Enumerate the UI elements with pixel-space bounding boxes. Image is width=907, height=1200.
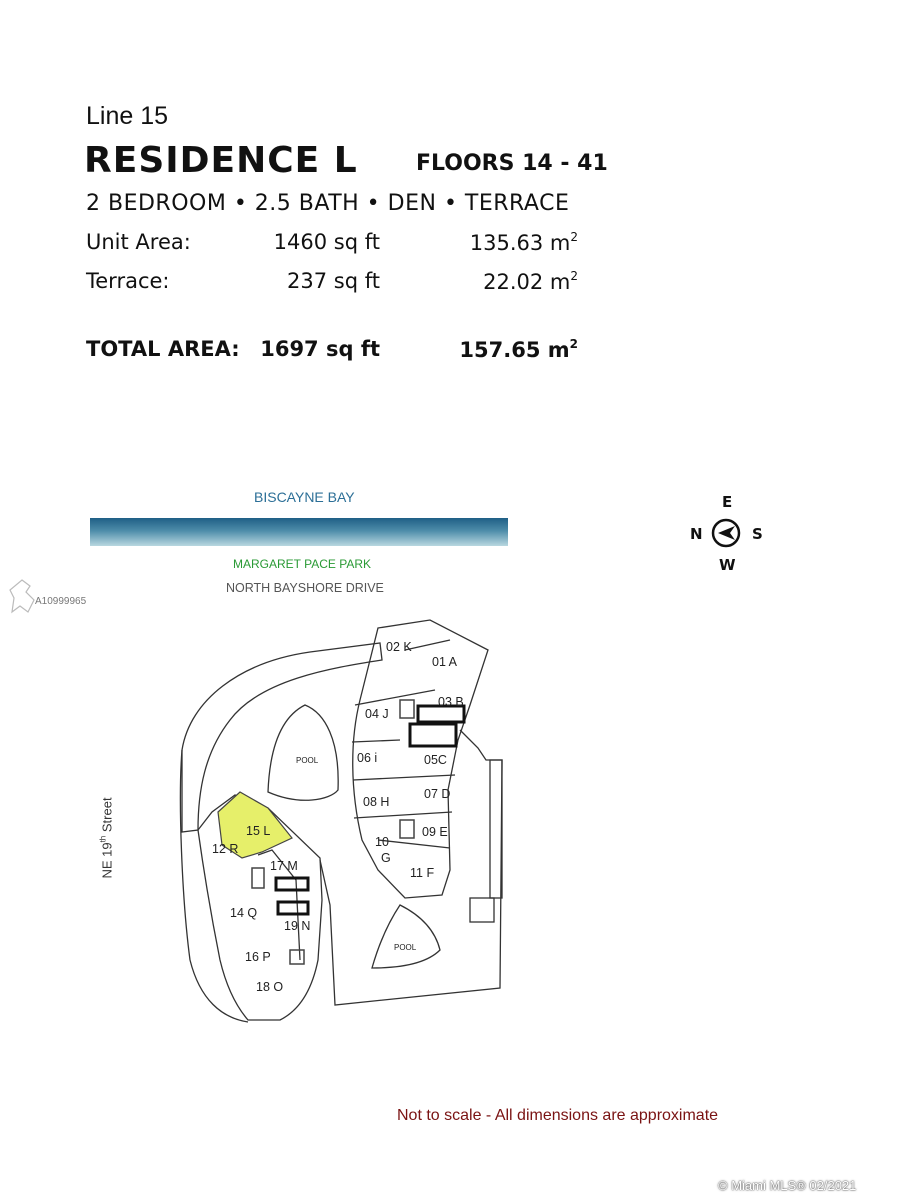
unit-14q: 14 Q xyxy=(230,906,258,920)
unit-specs: 2 BEDROOM • 2.5 BATH • DEN • TERRACE xyxy=(86,191,570,216)
unit-05c: 05C xyxy=(424,753,447,767)
unit-area-m2: 135.63 $m^2$ xyxy=(469,230,578,255)
total-area-m2: 157.65 $m^2$ xyxy=(459,337,578,362)
unit-area-label: Unit Area: xyxy=(86,230,191,254)
unit-02k: 02 K xyxy=(386,640,412,654)
unit-04j: 04 J xyxy=(365,707,389,721)
unit-10: 10 xyxy=(375,835,389,849)
total-area-label: TOTAL AREA: xyxy=(86,337,240,361)
unit-17m: 17 M xyxy=(270,859,298,873)
unit-08h: 08 H xyxy=(363,795,390,809)
unit-03b: 03 B xyxy=(438,695,464,709)
floors-range: FLOORS 14 - 41 xyxy=(416,151,608,176)
pool-label-north: POOL xyxy=(296,756,319,765)
compass-south: S xyxy=(752,525,763,543)
terrace-m2: 22.02 $m^2$ xyxy=(483,269,578,294)
unit-01a: 01 A xyxy=(432,655,458,669)
unit-area-sqft: 1460 sq ft xyxy=(273,230,380,254)
unit-06i: 06 i xyxy=(357,751,378,765)
line-label: Line 15 xyxy=(86,102,169,130)
pool-label-south: POOL xyxy=(394,943,417,952)
compass-west: W xyxy=(719,556,736,574)
unit-18o: 18 O xyxy=(256,980,284,994)
scale-disclaimer: Not to scale - All dimensions are approximate xyxy=(397,1107,719,1124)
unit-15l: 15 L xyxy=(246,824,271,838)
unit-09e: 09 E xyxy=(422,825,448,839)
park-label: MARGARET PACE PARK xyxy=(233,557,372,571)
street-label: NE 19th Street xyxy=(98,797,115,879)
compass-east: E xyxy=(722,493,733,511)
total-area-sqft: 1697 sq ft xyxy=(260,337,380,361)
mls-copyright: © Miami MLS® 02/2021 xyxy=(718,1178,857,1193)
unit-10-g: G xyxy=(381,851,391,865)
unit-11f: 11 F xyxy=(410,866,435,880)
unit-16p: 16 P xyxy=(245,950,271,964)
biscayne-bay-label: BISCAYNE BAY xyxy=(254,489,355,505)
terrace-label: Terrace: xyxy=(86,269,170,293)
unit-12r: 12 R xyxy=(212,842,239,856)
unit-19n: 19 N xyxy=(284,919,311,933)
listing-id: A10999965 xyxy=(35,596,87,607)
drive-label: NORTH BAYSHORE DRIVE xyxy=(226,581,384,595)
unit-07d: 07 D xyxy=(424,787,451,801)
residence-title: RESIDENCE L xyxy=(84,140,358,181)
compass-north: N xyxy=(690,525,703,543)
terrace-sqft: 237 sq ft xyxy=(287,269,380,293)
